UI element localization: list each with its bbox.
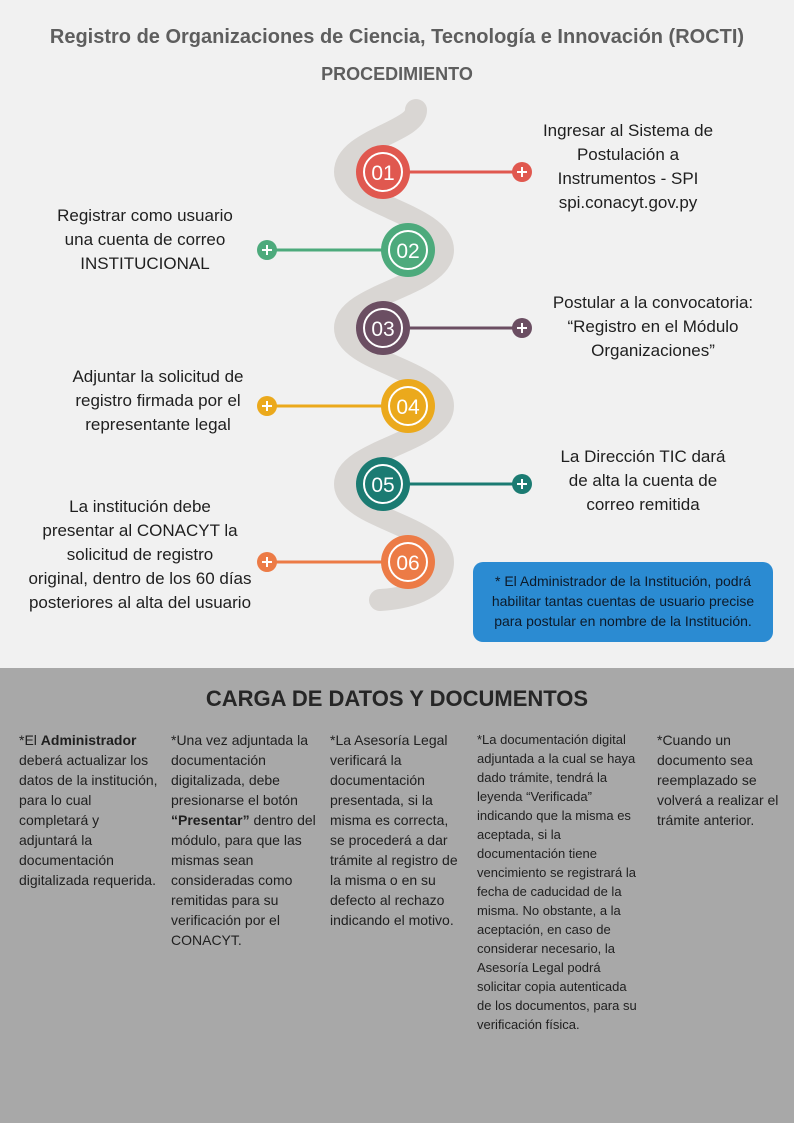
step-2-number: 02: [396, 240, 420, 263]
step-5-text: La Dirección TIC dará de alta la cuenta de correo remitida: [560, 447, 726, 514]
step-1-text: Ingresar al Sistema de Postulación a Instrumentos - SPI spi.conacyt.gov.py: [542, 121, 714, 212]
carga-title: CARGA DE DATOS Y DOCUMENTOS: [205, 686, 589, 711]
step-3-text: Postular a la convocatoria: “Registro en el Módulo Organizaciones”: [552, 293, 754, 360]
step-5-number: 05: [371, 474, 395, 497]
carga-column-4: *La documentación digital adjuntada a la cual se haya dado trámite, tendrá la leyenda “Verificada” indicando que la misma es aceptada, si la documentación tiene vencimiento se registrará la fecha de caducidad de la misma. No obstante, a la aceptación, en caso de considerar necesario, la Asesoría Legal podrá solicitar copia autenticada de los documentos, para su verificación física.: [477, 732, 637, 1032]
step-6-text: La institución debe presentar al CONACYT la solicitud de registro original, dentro de los 60 días posteriores al alta del usuario: [28, 497, 252, 612]
step-1-number: 01: [371, 162, 395, 185]
step-4-number: 04: [396, 396, 420, 419]
step-4-text: Adjuntar la solicitud de registro firmada por el representante legal: [72, 367, 244, 434]
carga-column-5: *Cuando un documento sea reemplazado se volverá a realizar el trámite anterior.: [657, 732, 779, 828]
page-title: Registro de Organizaciones de Ciencia, Tecnología e Innovación (ROCTI): [49, 26, 745, 48]
step-2-text: Registrar como usuario una cuenta de correo INSTITUCIONAL: [57, 206, 233, 273]
carga-column-3: *La Asesoría Legal verificará la documentación presentada, si la misma es correcta, se procederá a dar trámite al registro de la misma o en su defecto al rechazo indicando el motivo.: [330, 732, 458, 928]
admin-note: * El Administrador de la Institución, podrá habilitar tantas cuentas de usuario precise para postular en nombre de la Institución.: [473, 562, 773, 642]
page-subtitle: PROCEDIMIENTO: [321, 64, 473, 84]
carga-column-2: *Una vez adjuntada la documentación digitalizada, debe presionarse el botón “Presentar” dentro del módulo, para que las mismas sean consideradas como remitidas para su verificación por el CONACYT.: [171, 732, 316, 948]
step-6-number: 06: [396, 552, 420, 575]
carga-column-1: *El Administrador deberá actualizar los datos de la institución, para lo cual completará y adjuntará la documentación digitalizada requerida.: [19, 732, 158, 888]
step-3-number: 03: [371, 318, 395, 341]
